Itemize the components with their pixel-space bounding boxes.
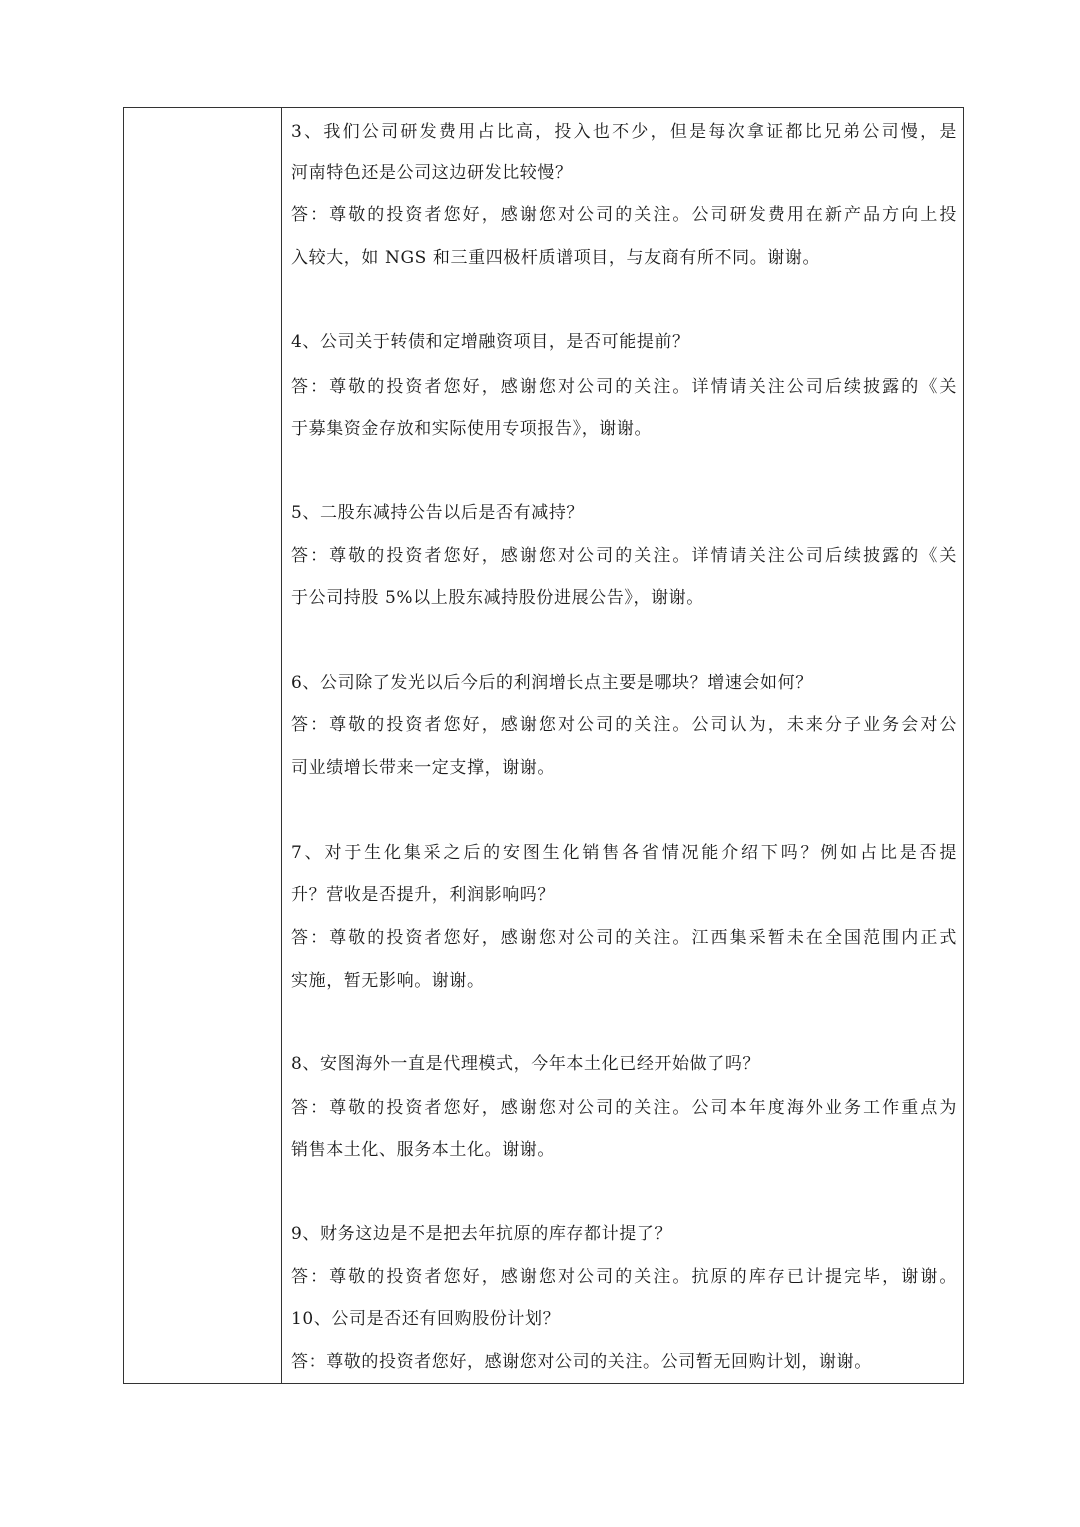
answer-6-line-2: 司业绩增长带来一定支撑，谢谢。 xyxy=(291,758,555,778)
answer-8-line-1: 答：尊敬的投资者您好，感谢您对公司的关注。公司本年度海外业务工作重点为 xyxy=(291,1098,957,1118)
question-5-line-1: 5、二股东减持公告以后是否有减持？ xyxy=(291,503,585,523)
answer-3-line-1: 答：尊敬的投资者您好，感谢您对公司的关注。公司研发费用在新产品方向上投 xyxy=(291,205,957,225)
question-4-line-1: 4、公司关于转债和定增融资项目，是否可能提前？ xyxy=(291,332,690,352)
answer-4-line-1: 答：尊敬的投资者您好，感谢您对公司的关注。详情请关注公司后续披露的《关 xyxy=(291,377,957,397)
answer-4-line-2: 于募集资金存放和实际使用专项报告》，谢谢。 xyxy=(291,419,653,439)
answer-3-line-2: 入较大，如 NGS 和三重四极杆质谱项目，与友商有所不同。谢谢。 xyxy=(291,248,821,268)
answer-10-line-1: 答：尊敬的投资者您好，感谢您对公司的关注。公司暂无回购计划，谢谢。 xyxy=(291,1352,872,1372)
answer-5-line-2: 于公司持股 5%以上股东减持股份进展公告》，谢谢。 xyxy=(291,588,704,608)
answer-5-line-1: 答：尊敬的投资者您好，感谢您对公司的关注。详情请关注公司后续披露的《关 xyxy=(291,546,957,566)
question-6-line-1: 6、公司除了发光以后今后的利润增长点主要是哪块？增速会如何？ xyxy=(291,673,813,693)
question-10-line-1: 10、公司是否还有回购股份计划？ xyxy=(291,1309,561,1329)
qa-table xyxy=(123,107,964,1384)
question-7-line-1: 7、对于生化集采之后的安图生化销售各省情况能介绍下吗？例如占比是否提 xyxy=(291,843,957,863)
answer-9-line-1: 答：尊敬的投资者您好，感谢您对公司的关注。抗原的库存已计提完毕，谢谢。 xyxy=(291,1267,957,1287)
question-7-line-2: 升？营收是否提升，利润影响吗？ xyxy=(291,885,555,905)
question-3-line-1: 3、我们公司研发费用占比高，投入也不少，但是每次拿证都比兄弟公司慢，是 xyxy=(291,122,957,142)
answer-6-line-1: 答：尊敬的投资者您好，感谢您对公司的关注。公司认为，未来分子业务会对公 xyxy=(291,715,957,735)
question-9-line-1: 9、财务这边是不是把去年抗原的库存都计提了？ xyxy=(291,1224,673,1244)
answer-7-line-1: 答：尊敬的投资者您好，感谢您对公司的关注。江西集采暂未在全国范围内正式 xyxy=(291,928,957,948)
answer-8-line-2: 销售本土化、服务本土化。谢谢。 xyxy=(291,1140,555,1160)
answer-7-line-2: 实施，暂无影响。谢谢。 xyxy=(291,971,485,991)
table-right-column xyxy=(282,108,963,1383)
question-8-line-1: 8、安图海外一直是代理模式，今年本土化已经开始做了吗？ xyxy=(291,1054,761,1074)
question-3-line-2: 河南特色还是公司这边研发比较慢？ xyxy=(291,163,573,183)
table-left-column xyxy=(124,108,282,1383)
